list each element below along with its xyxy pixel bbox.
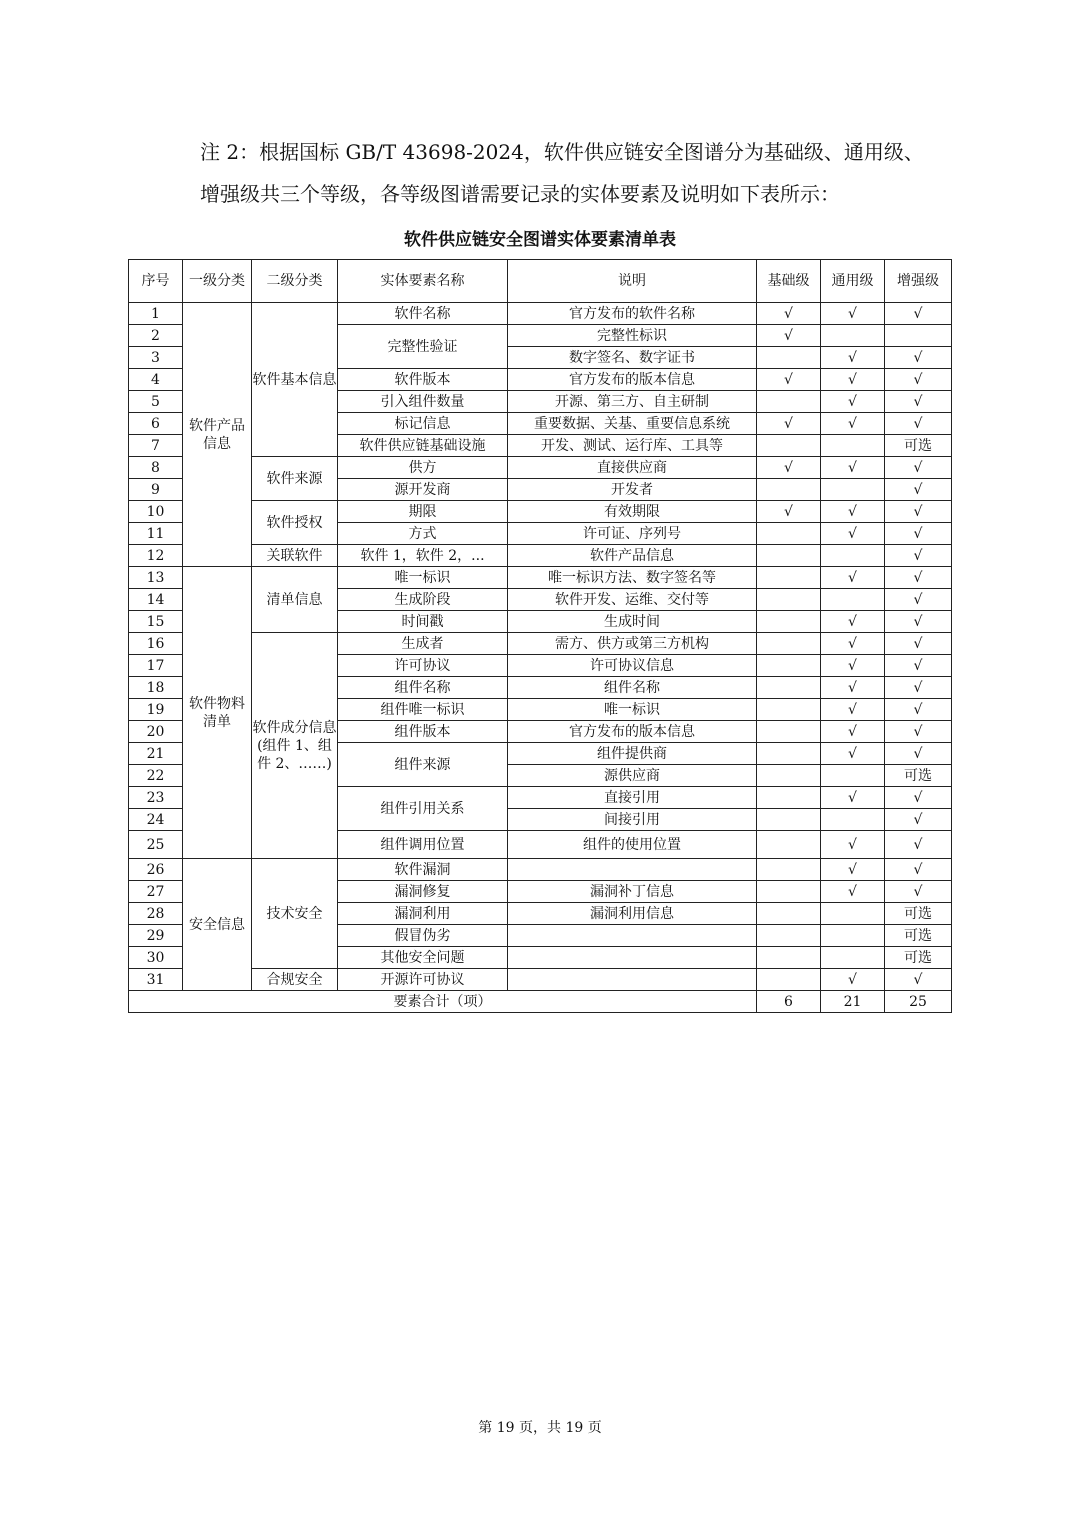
basic-level-cell: √ xyxy=(757,325,821,347)
general-level-cell xyxy=(821,925,885,947)
general-level-cell: √ xyxy=(821,369,885,391)
seq-cell: 14 xyxy=(129,589,183,611)
seq-cell: 16 xyxy=(129,633,183,655)
element-name-cell: 完整性验证 xyxy=(338,325,508,369)
description-cell: 唯一标识方法、数字签名等 xyxy=(508,567,757,589)
enhanced-level-cell: √ xyxy=(885,787,952,809)
general-level-cell: √ xyxy=(821,721,885,743)
description-cell: 直接供应商 xyxy=(508,457,757,479)
seq-cell: 7 xyxy=(129,435,183,457)
general-level-cell: √ xyxy=(821,699,885,721)
total-row xyxy=(129,991,952,1013)
basic-level-cell xyxy=(757,699,821,721)
header-basic-level: 基础级 xyxy=(757,260,821,303)
general-level-cell xyxy=(821,325,885,347)
enhanced-level-cell: √ xyxy=(885,303,952,325)
element-name-cell: 方式 xyxy=(338,523,508,545)
general-level-cell: √ xyxy=(821,611,885,633)
basic-level-cell xyxy=(757,523,821,545)
seq-cell: 5 xyxy=(129,391,183,413)
description-cell: 开发、测试、运行库、工具等 xyxy=(508,435,757,457)
enhanced-level-cell: √ xyxy=(885,347,952,369)
page-footer: 第 19 页，共 19 页 xyxy=(478,1420,602,1436)
basic-level-cell xyxy=(757,567,821,589)
enhanced-level-cell: √ xyxy=(885,831,952,859)
element-name-cell: 许可协议 xyxy=(338,655,508,677)
element-name-cell: 组件调用位置 xyxy=(338,831,508,859)
table-header-row xyxy=(129,260,952,303)
description-cell: 直接引用 xyxy=(508,787,757,809)
description-cell: 组件名称 xyxy=(508,677,757,699)
element-name-cell: 生成阶段 xyxy=(338,589,508,611)
basic-level-cell xyxy=(757,831,821,859)
level1-category-cell: 软件物料清单 xyxy=(183,567,252,859)
element-name-cell: 期限 xyxy=(338,501,508,523)
description-cell xyxy=(508,969,757,991)
description-cell: 漏洞补丁信息 xyxy=(508,881,757,903)
description-cell: 许可证、序列号 xyxy=(508,523,757,545)
level2-category-cell: 软件来源 xyxy=(252,457,338,501)
basic-level-cell: √ xyxy=(757,457,821,479)
general-level-cell: √ xyxy=(821,457,885,479)
seq-cell: 8 xyxy=(129,457,183,479)
element-name-cell: 组件名称 xyxy=(338,677,508,699)
header-level1: 一级分类 xyxy=(183,260,252,303)
description-cell: 官方发布的版本信息 xyxy=(508,369,757,391)
element-name-cell: 生成者 xyxy=(338,633,508,655)
enhanced-level-cell: √ xyxy=(885,809,952,831)
seq-cell: 2 xyxy=(129,325,183,347)
general-level-cell: √ xyxy=(821,969,885,991)
seq-cell: 24 xyxy=(129,809,183,831)
description-cell: 组件的使用位置 xyxy=(508,831,757,859)
basic-level-cell xyxy=(757,347,821,369)
general-level-cell: √ xyxy=(821,391,885,413)
general-level-cell: √ xyxy=(821,743,885,765)
seq-cell: 20 xyxy=(129,721,183,743)
general-level-cell: √ xyxy=(821,831,885,859)
enhanced-level-cell: √ xyxy=(885,881,952,903)
basic-level-cell xyxy=(757,479,821,501)
element-name-cell: 标记信息 xyxy=(338,413,508,435)
element-name-cell: 源开发商 xyxy=(338,479,508,501)
description-cell: 官方发布的软件名称 xyxy=(508,303,757,325)
seq-cell: 19 xyxy=(129,699,183,721)
table-row xyxy=(129,567,952,589)
enhanced-level-cell: 可选 xyxy=(885,925,952,947)
description-cell: 源供应商 xyxy=(508,765,757,787)
element-name-cell: 供方 xyxy=(338,457,508,479)
seq-cell: 6 xyxy=(129,413,183,435)
level1-category-cell: 软件产品信息 xyxy=(183,303,252,567)
general-level-cell xyxy=(821,435,885,457)
element-name-cell: 漏洞利用 xyxy=(338,903,508,925)
seq-cell: 13 xyxy=(129,567,183,589)
basic-level-cell xyxy=(757,589,821,611)
basic-level-cell xyxy=(757,721,821,743)
description-cell xyxy=(508,859,757,881)
table-row xyxy=(129,633,952,655)
basic-level-cell xyxy=(757,947,821,969)
general-level-cell xyxy=(821,765,885,787)
header-enhanced-level: 增强级 xyxy=(885,260,952,303)
enhanced-level-cell: 可选 xyxy=(885,903,952,925)
element-name-cell: 开源许可协议 xyxy=(338,969,508,991)
enhanced-level-cell xyxy=(885,325,952,347)
enhanced-level-cell: √ xyxy=(885,655,952,677)
description-cell: 组件提供商 xyxy=(508,743,757,765)
enhanced-level-cell: √ xyxy=(885,611,952,633)
enhanced-level-cell: √ xyxy=(885,501,952,523)
level2-category-cell: 软件授权 xyxy=(252,501,338,545)
enhanced-level-cell: √ xyxy=(885,677,952,699)
seq-cell: 3 xyxy=(129,347,183,369)
element-name-cell: 软件名称 xyxy=(338,303,508,325)
description-cell: 间接引用 xyxy=(508,809,757,831)
enhanced-level-cell: √ xyxy=(885,523,952,545)
enhanced-level-cell: √ xyxy=(885,699,952,721)
description-cell xyxy=(508,925,757,947)
basic-level-cell xyxy=(757,633,821,655)
basic-level-cell xyxy=(757,743,821,765)
basic-level-cell xyxy=(757,677,821,699)
basic-level-cell xyxy=(757,969,821,991)
basic-level-cell xyxy=(757,765,821,787)
basic-level-cell xyxy=(757,809,821,831)
table-title: 软件供应链安全图谱实体要素清单表 xyxy=(404,230,676,250)
element-name-cell: 假冒伪劣 xyxy=(338,925,508,947)
description-cell xyxy=(508,947,757,969)
description-cell: 软件开发、运维、交付等 xyxy=(508,589,757,611)
general-level-cell: √ xyxy=(821,347,885,369)
table-row xyxy=(129,545,952,567)
seq-cell: 29 xyxy=(129,925,183,947)
enhanced-level-cell: √ xyxy=(885,969,952,991)
level2-category-cell: 软件成分信息(组件 1、组件 2、……) xyxy=(252,633,338,859)
enhanced-level-cell: 可选 xyxy=(885,435,952,457)
general-level-cell: √ xyxy=(821,787,885,809)
general-level-cell: √ xyxy=(821,881,885,903)
basic-level-cell: √ xyxy=(757,501,821,523)
enhanced-level-cell: √ xyxy=(885,413,952,435)
general-level-cell: √ xyxy=(821,501,885,523)
description-cell: 唯一标识 xyxy=(508,699,757,721)
table-row xyxy=(129,969,952,991)
total-basic-cell: 6 xyxy=(757,991,821,1013)
header-seq: 序号 xyxy=(129,260,183,303)
seq-cell: 12 xyxy=(129,545,183,567)
general-level-cell: √ xyxy=(821,655,885,677)
enhanced-level-cell: √ xyxy=(885,743,952,765)
table-row xyxy=(129,859,952,881)
element-name-cell: 漏洞修复 xyxy=(338,881,508,903)
description-cell: 完整性标识 xyxy=(508,325,757,347)
level2-category-cell: 清单信息 xyxy=(252,567,338,633)
description-cell: 重要数据、关基、重要信息系统 xyxy=(508,413,757,435)
enhanced-level-cell: √ xyxy=(885,589,952,611)
description-cell: 官方发布的版本信息 xyxy=(508,721,757,743)
total-enhanced-cell: 25 xyxy=(885,991,952,1013)
basic-level-cell xyxy=(757,903,821,925)
enhanced-level-cell: √ xyxy=(885,457,952,479)
element-name-cell: 组件版本 xyxy=(338,721,508,743)
description-cell: 软件产品信息 xyxy=(508,545,757,567)
header-level2: 二级分类 xyxy=(252,260,338,303)
element-name-cell: 软件供应链基础设施 xyxy=(338,435,508,457)
enhanced-level-cell: √ xyxy=(885,391,952,413)
enhanced-level-cell: √ xyxy=(885,479,952,501)
header-element-name: 实体要素名称 xyxy=(338,260,508,303)
element-name-cell: 组件来源 xyxy=(338,743,508,787)
description-cell: 有效期限 xyxy=(508,501,757,523)
level2-category-cell: 关联软件 xyxy=(252,545,338,567)
element-name-cell: 软件 1，软件 2，... xyxy=(338,545,508,567)
general-level-cell: √ xyxy=(821,303,885,325)
seq-cell: 15 xyxy=(129,611,183,633)
basic-level-cell xyxy=(757,859,821,881)
enhanced-level-cell: 可选 xyxy=(885,765,952,787)
basic-level-cell xyxy=(757,435,821,457)
description-cell: 生成时间 xyxy=(508,611,757,633)
element-name-cell: 其他安全问题 xyxy=(338,947,508,969)
general-level-cell xyxy=(821,947,885,969)
general-level-cell: √ xyxy=(821,567,885,589)
header-description: 说明 xyxy=(508,260,757,303)
seq-cell: 10 xyxy=(129,501,183,523)
general-level-cell xyxy=(821,479,885,501)
seq-cell: 23 xyxy=(129,787,183,809)
level2-category-cell: 软件基本信息 xyxy=(252,303,338,457)
description-cell: 漏洞利用信息 xyxy=(508,903,757,925)
element-name-cell: 组件唯一标识 xyxy=(338,699,508,721)
header-general-level: 通用级 xyxy=(821,260,885,303)
intro-line-1: 注 2：根据国标 GB/T 43698-2024，软件供应链安全图谱分为基础级、通用级、 xyxy=(200,140,924,164)
seq-cell: 1 xyxy=(129,303,183,325)
description-cell: 需方、供方或第三方机构 xyxy=(508,633,757,655)
seq-cell: 9 xyxy=(129,479,183,501)
basic-level-cell: √ xyxy=(757,413,821,435)
general-level-cell: √ xyxy=(821,633,885,655)
element-name-cell: 唯一标识 xyxy=(338,567,508,589)
basic-level-cell xyxy=(757,391,821,413)
basic-level-cell xyxy=(757,925,821,947)
entity-element-table xyxy=(128,259,952,1013)
enhanced-level-cell: √ xyxy=(885,545,952,567)
basic-level-cell: √ xyxy=(757,303,821,325)
enhanced-level-cell: √ xyxy=(885,567,952,589)
seq-cell: 4 xyxy=(129,369,183,391)
level1-category-cell: 安全信息 xyxy=(183,859,252,991)
seq-cell: 17 xyxy=(129,655,183,677)
basic-level-cell xyxy=(757,881,821,903)
general-level-cell xyxy=(821,589,885,611)
seq-cell: 22 xyxy=(129,765,183,787)
element-name-cell: 引入组件数量 xyxy=(338,391,508,413)
enhanced-level-cell: √ xyxy=(885,721,952,743)
description-cell: 数字签名、数字证书 xyxy=(508,347,757,369)
level2-category-cell: 技术安全 xyxy=(252,859,338,969)
description-cell: 开发者 xyxy=(508,479,757,501)
basic-level-cell xyxy=(757,545,821,567)
table-row xyxy=(129,501,952,523)
basic-level-cell xyxy=(757,787,821,809)
enhanced-level-cell: √ xyxy=(885,369,952,391)
basic-level-cell xyxy=(757,611,821,633)
general-level-cell: √ xyxy=(821,523,885,545)
general-level-cell xyxy=(821,809,885,831)
seq-cell: 21 xyxy=(129,743,183,765)
seq-cell: 30 xyxy=(129,947,183,969)
intro-line-2: 增强级共三个等级，各等级图谱需要记录的实体要素及说明如下表所示： xyxy=(200,182,840,206)
seq-cell: 25 xyxy=(129,831,183,859)
seq-cell: 31 xyxy=(129,969,183,991)
element-name-cell: 软件漏洞 xyxy=(338,859,508,881)
basic-level-cell: √ xyxy=(757,369,821,391)
seq-cell: 27 xyxy=(129,881,183,903)
total-label-cell: 要素合计（项） xyxy=(129,991,757,1013)
level2-category-cell: 合规安全 xyxy=(252,969,338,991)
seq-cell: 11 xyxy=(129,523,183,545)
seq-cell: 26 xyxy=(129,859,183,881)
description-cell: 开源、第三方、自主研制 xyxy=(508,391,757,413)
table-row xyxy=(129,457,952,479)
seq-cell: 28 xyxy=(129,903,183,925)
element-name-cell: 软件版本 xyxy=(338,369,508,391)
general-level-cell xyxy=(821,545,885,567)
enhanced-level-cell: 可选 xyxy=(885,947,952,969)
enhanced-level-cell: √ xyxy=(885,859,952,881)
element-name-cell: 时间戳 xyxy=(338,611,508,633)
general-level-cell: √ xyxy=(821,677,885,699)
general-level-cell xyxy=(821,903,885,925)
table-row xyxy=(129,303,952,325)
general-level-cell: √ xyxy=(821,859,885,881)
description-cell: 许可协议信息 xyxy=(508,655,757,677)
total-general-cell: 21 xyxy=(821,991,885,1013)
enhanced-level-cell: √ xyxy=(885,633,952,655)
seq-cell: 18 xyxy=(129,677,183,699)
element-name-cell: 组件引用关系 xyxy=(338,787,508,831)
general-level-cell: √ xyxy=(821,413,885,435)
basic-level-cell xyxy=(757,655,821,677)
